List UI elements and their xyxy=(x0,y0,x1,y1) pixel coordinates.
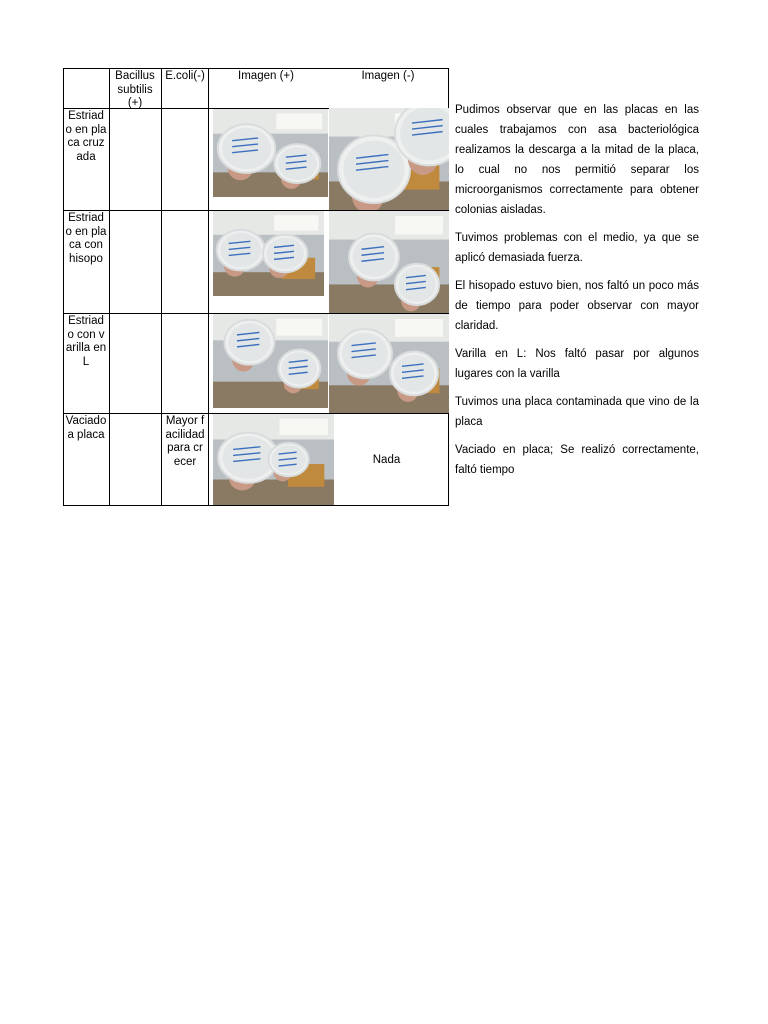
photo-l-rod-positive xyxy=(213,314,328,408)
lab-photo-illustration xyxy=(329,108,449,210)
lab-photo-illustration xyxy=(329,314,449,413)
row-label-cross-streak: Estriado en placa cruzada xyxy=(65,110,107,163)
photo-l-rod-negative xyxy=(329,314,449,413)
header-image-positive: Imagen (+) xyxy=(238,70,294,82)
lab-photo-illustration xyxy=(213,314,328,408)
table-divider xyxy=(109,68,110,506)
lab-photo-illustration xyxy=(213,414,334,505)
row-label-pour-plate: Vaciado a placa xyxy=(65,415,107,441)
observation-paragraph: Tuvimos problemas con el medio, ya que se aplicó demasiada fuerza. xyxy=(455,232,699,264)
lab-photo-illustration xyxy=(213,211,324,296)
photo-swab-positive xyxy=(213,211,324,296)
row-label-l-rod: Estriado con varilla en L xyxy=(65,315,107,368)
photo-swab-negative xyxy=(329,211,449,313)
photo-cross-streak-positive xyxy=(213,109,328,197)
header-image-negative: Imagen (-) xyxy=(361,70,415,82)
photo-cross-streak-negative xyxy=(329,108,449,210)
lab-photo-illustration xyxy=(329,211,449,313)
observation-paragraph: Pudimos observar que en las placas en las cuales trabajamos con asa bacteriológica realizamos la descarga a la mitad de la placa, lo cual no nos permitió separar los microorganismos correctamente para obtener colonias aisladas. xyxy=(455,104,699,216)
table-border-top xyxy=(63,68,449,69)
observation-paragraph: Tuvimos una placa contaminada que vino de la placa xyxy=(455,396,699,428)
lab-photo-illustration xyxy=(213,109,328,197)
observation-paragraph: El hisopado estuvo bien, nos faltó un poco más de tiempo para poder observar con mayor claridad. xyxy=(455,280,699,332)
observations-text xyxy=(455,100,699,488)
observation-paragraph: Vaciado en placa; Se realizó correctamente, faltó tiempo xyxy=(455,444,699,476)
header-ecoli: E.coli(-) xyxy=(165,70,205,82)
row-label-swab: Estriado en placa con hisopo xyxy=(65,212,107,265)
photo-pour-plate-positive xyxy=(213,414,334,505)
results-table xyxy=(63,68,449,506)
table-border-left xyxy=(63,68,64,506)
table-border-bottom xyxy=(63,505,449,506)
header-bacillus: Bacillus subtilis(+) xyxy=(115,70,155,109)
image-negative-pour-plate-note: Nada xyxy=(372,454,401,466)
observation-paragraph: Varilla en L: Nos faltó pasar por algunos lugares con la varilla xyxy=(455,348,699,380)
ecoli-pour-plate-note: Mayor facilidad para crecer xyxy=(165,415,205,468)
table-divider xyxy=(161,68,162,506)
table-divider xyxy=(208,68,209,506)
